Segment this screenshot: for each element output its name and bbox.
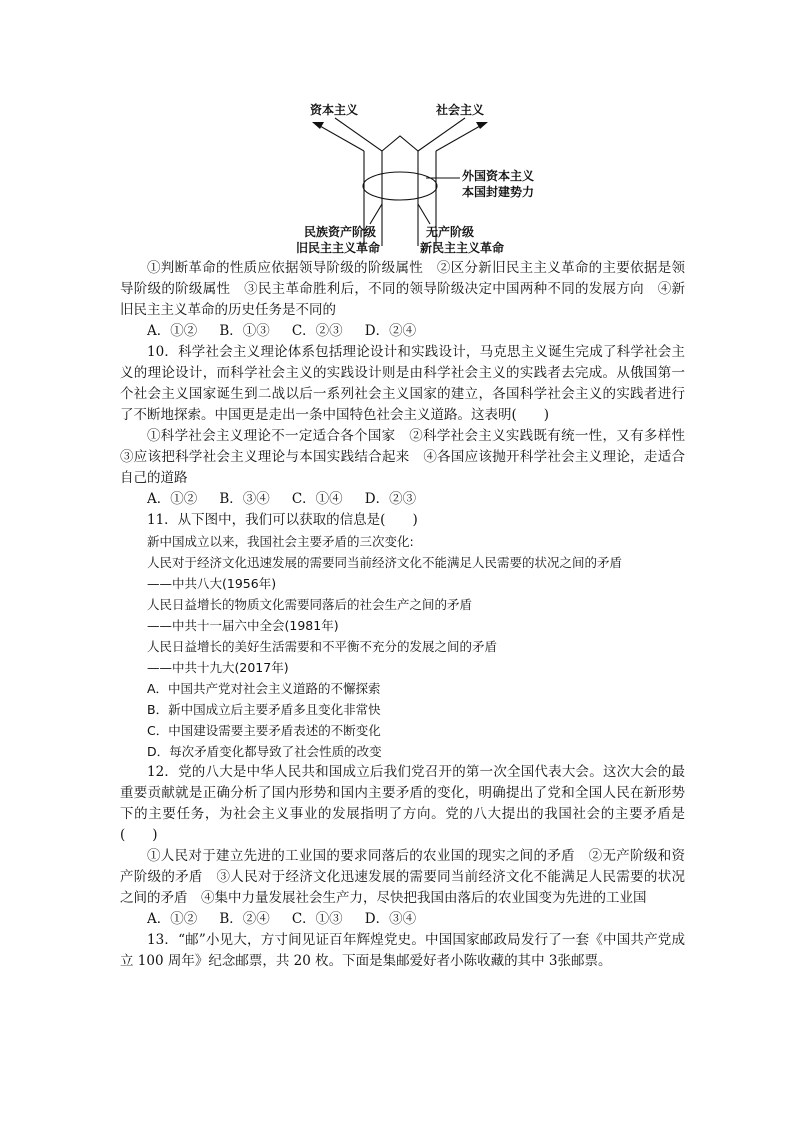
left-arrowhead bbox=[312, 122, 324, 129]
proletariat-label-2: 新民主主义革命 bbox=[420, 241, 505, 255]
q11-option-c: C．中国建设需要主要矛盾表述的不断变化 bbox=[147, 723, 381, 738]
forces-label-1: 外国资本主义 bbox=[462, 169, 535, 183]
q12-stem: 12．党的八大是中华人民共和国成立后我们党召开的第一次全国代表大会。这次大会的最重要贡献就是正确分析了国内形势和国内主要矛盾的变化，明确提出了党和全国人民在新形势下的主要任务，为社会主义事业的发展指明了方向。党的八大提出的我国社会的主要矛盾是( ) bbox=[120, 764, 685, 843]
q11-source-2: ——中共十一届六中全会(1981年) bbox=[147, 618, 339, 633]
socialism-label: 社会主义 bbox=[436, 103, 485, 117]
bourgeoisie-label-1: 民族资产阶级 bbox=[304, 225, 377, 239]
question-content bbox=[120, 258, 699, 972]
q11-source-3: ——中共十九大(2017年) bbox=[147, 660, 289, 675]
q11-contradiction-1: 人民对于经济文化迅速发展的需要同当前经济文化不能满足人民需要的状况之间的矛盾 bbox=[147, 555, 623, 570]
q11-option-a: A．中国共产党对社会主义道路的不懈探索 bbox=[147, 681, 381, 696]
q11-intro: 新中国成立以来，我国社会主要矛盾的三次变化: bbox=[147, 534, 414, 549]
q11-option-b: B．新中国成立后主要矛盾多且变化非常快 bbox=[147, 702, 381, 717]
forces-label-2: 本国封建势力 bbox=[462, 185, 535, 199]
q9-options: A．①② B．①③ C．②③ D．②④ bbox=[147, 323, 417, 339]
q11-contradiction-3: 人民日益增长的美好生活需要和不平衡不充分的发展之间的矛盾 bbox=[147, 639, 498, 654]
proletariat-label-1: 无产阶级 bbox=[426, 225, 475, 239]
q10-options: A．①② B．③④ C．①④ D．②③ bbox=[147, 491, 417, 507]
q13-stem: 13．“邮”小见大，方寸间见证百年辉煌党史。中国国家邮政局发行了一套《中国共产党成立 100 周年》纪念邮票，共 20 枚。下面是集邮爱好者小陈收藏的其中 3张邮票。 bbox=[120, 932, 685, 969]
right-arrowhead bbox=[476, 122, 488, 129]
q12-options: A．①② B．②④ C．①③ D．③④ bbox=[147, 911, 417, 927]
q11-contradiction-2: 人民日益增长的物质文化需要同落后的社会生产之间的矛盾 bbox=[147, 597, 473, 612]
q11-option-d: D．每次矛盾变化都导致了社会性质的改变 bbox=[147, 744, 382, 759]
q10-statements: ①科学社会主义理论不一定适合各个国家 ②科学社会主义实践既有统一性，又有多样性 ③应该把科学社会主义理论与本国实践结合起来 ④各国应该抛开科学社会主义理论，走适合自己的道路 bbox=[120, 428, 699, 486]
revolution-diagram bbox=[290, 96, 550, 258]
q10-stem: 10．科学社会主义理论体系包括理论设计和实践设计，马克思主义诞生完成了科学社会主义的理论设计，而科学社会主义的实践设计则是由科学社会主义的实践者去完成。从俄国第一个社会主义国家诞生到二战以后一系列社会主义国家的建立，各国科学社会主义的实践者进行了不断地探索。中国更是走出一条中国特色社会主义道路。这表明( ) bbox=[120, 344, 685, 423]
bourgeoisie-label-2: 旧民主主义革命 bbox=[296, 241, 381, 255]
q12-statements: ①人民对于建立先进的工业国的要求同落后的农业国的现实之间的矛盾 ②无产阶级和资产阶级的矛盾 ③人民对于经济文化迅速发展的需要同当前经济文化不能满足人民需要的状况之间的矛盾 ④集中力量发展社会生产力，尽快把我国由落后的农业国变为先进的工业国 bbox=[120, 848, 685, 906]
q9-statements: ①判断革命的性质应依据领导阶级的阶级属性 ②区分新旧民主主义革命的主要依据是领导阶级的阶级属性 ③民主革命胜利后，不同的领导阶级决定中国两种不同的发展方向 ④新旧民主主义革命的历史任务是不同的 bbox=[120, 260, 685, 318]
capitalism-label: 资本主义 bbox=[310, 103, 359, 117]
q11-stem: 11．从下图中，我们可以获取的信息是( ) bbox=[147, 512, 418, 528]
q11-source-1: ——中共八大(1956年) bbox=[147, 576, 277, 591]
